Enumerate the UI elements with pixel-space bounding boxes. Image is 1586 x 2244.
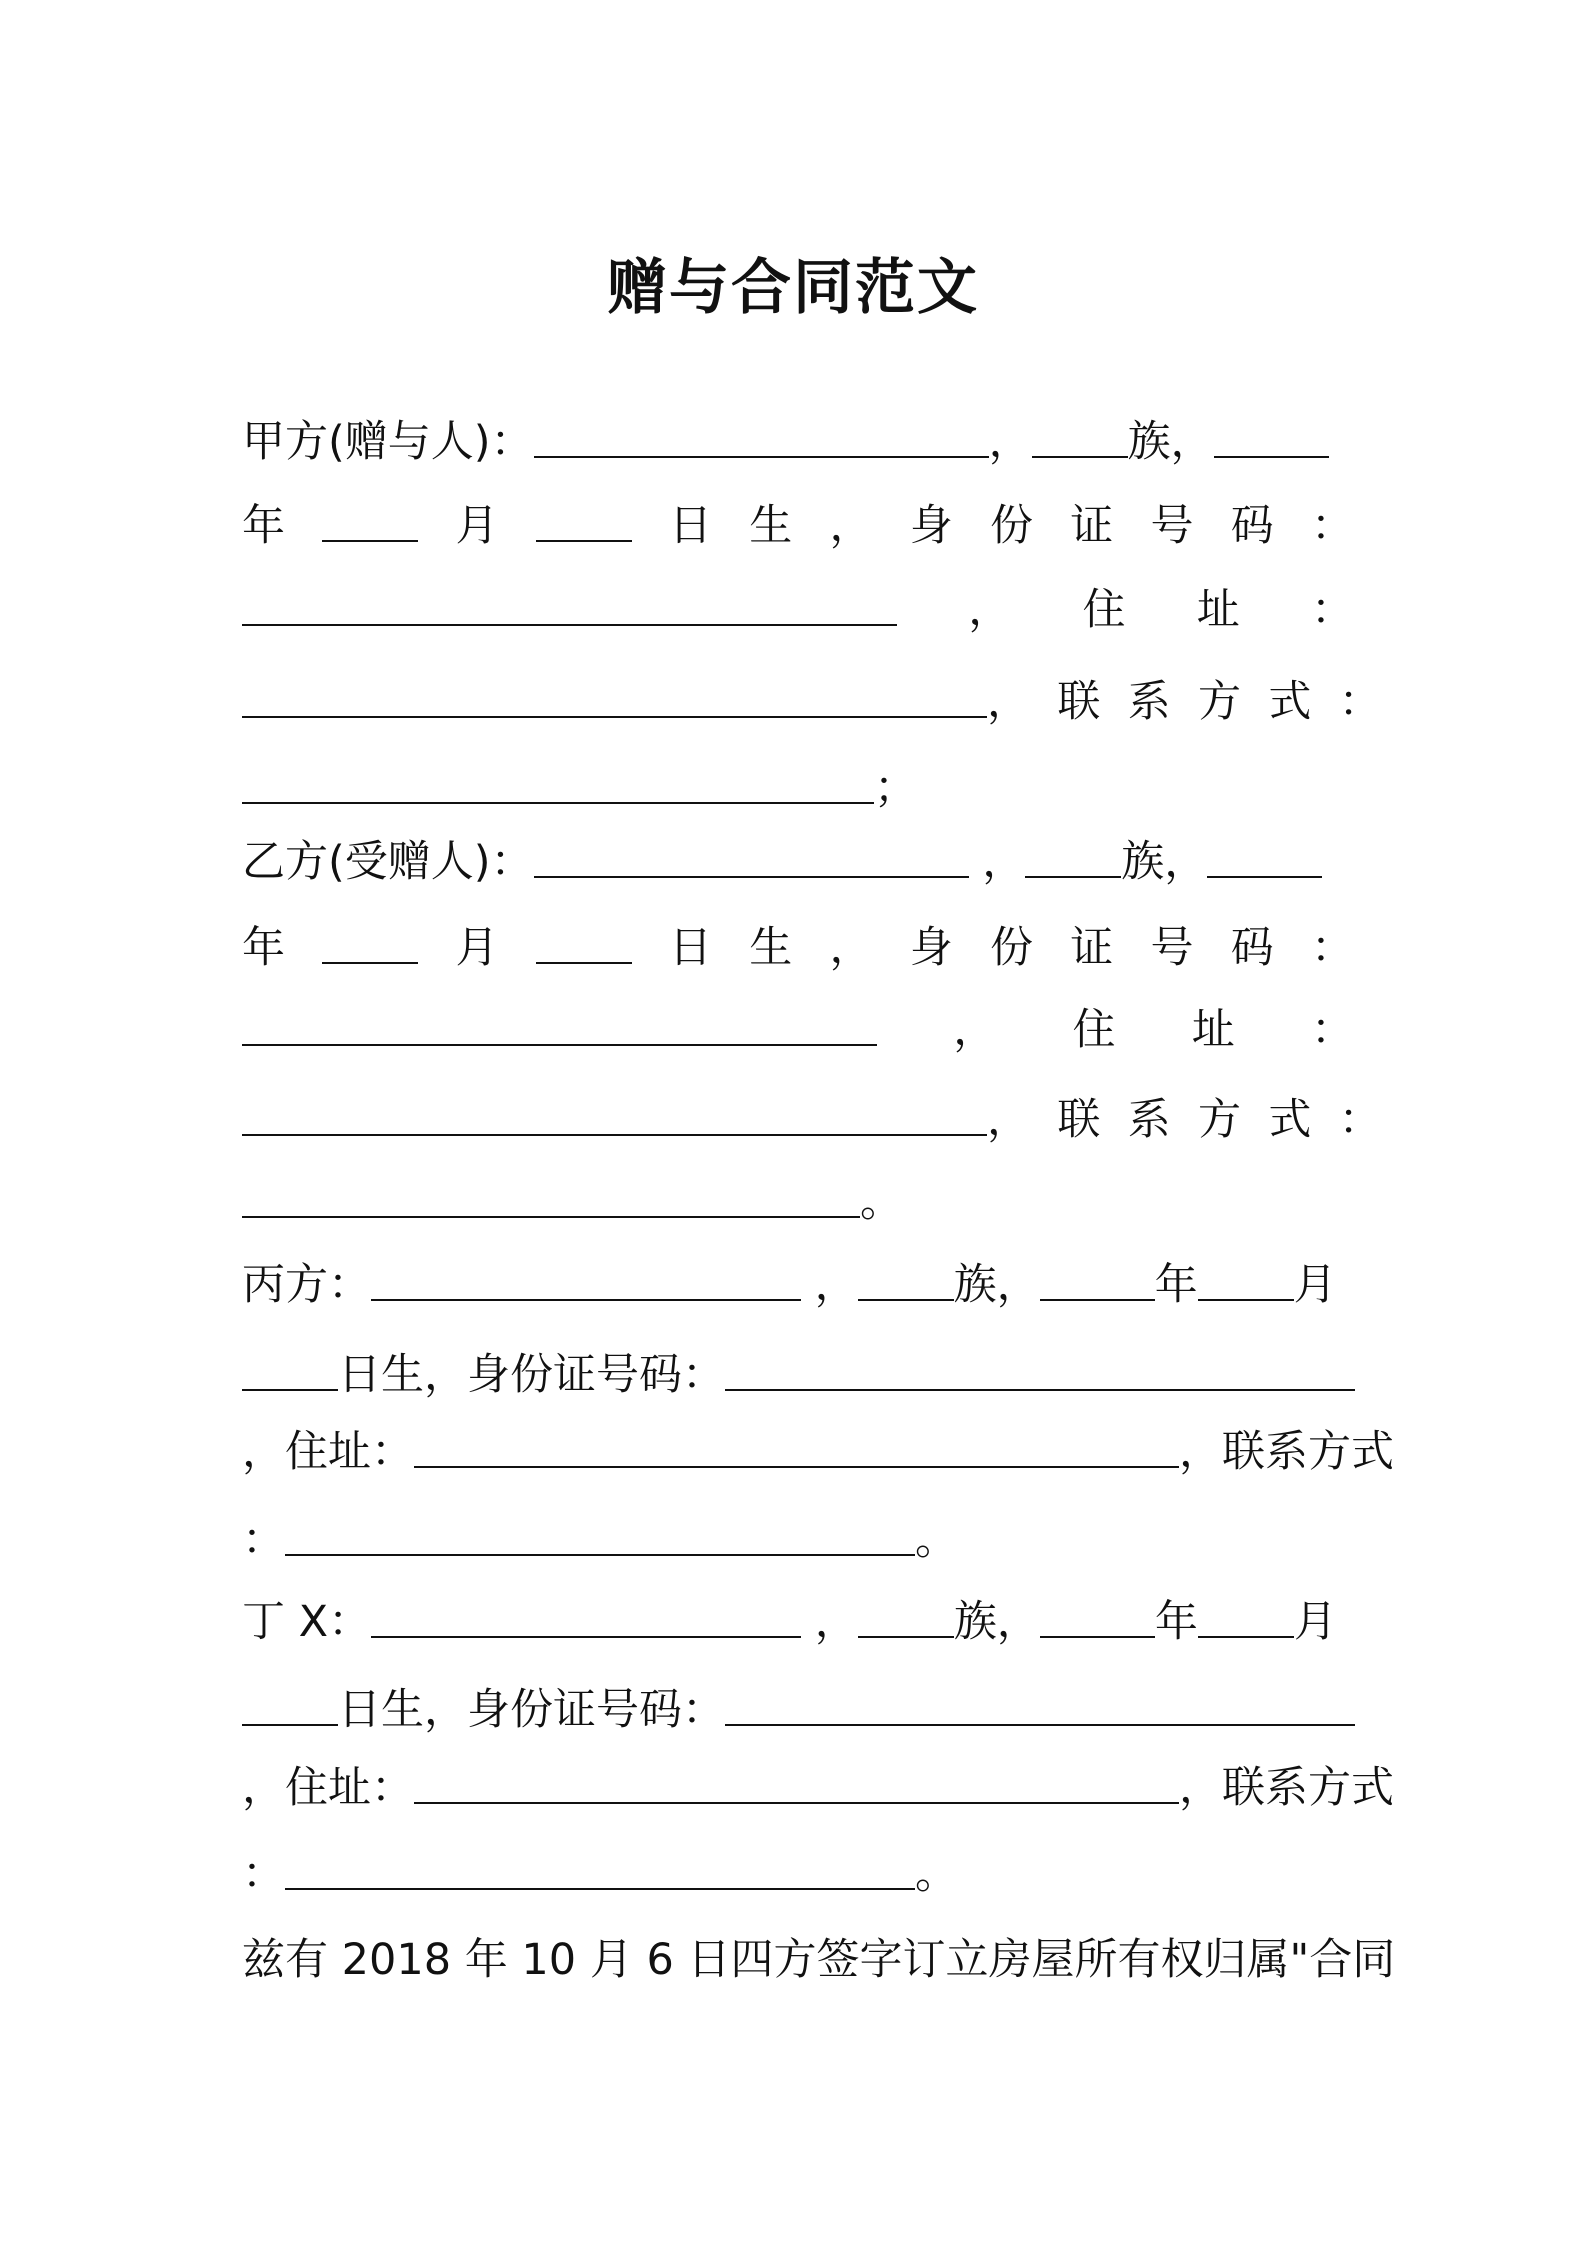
fill-in-blank	[285, 1510, 915, 1556]
document-line	[242, 1000, 1354, 1060]
document-line	[242, 832, 1354, 892]
line-text: ，	[968, 585, 1012, 635]
line-text: 住	[1082, 585, 1126, 635]
line-text: 月	[1293, 1260, 1337, 1310]
fill-in-blank	[1040, 1592, 1155, 1638]
document-line	[242, 1680, 1354, 1740]
line-text: ：	[242, 1849, 285, 1899]
line-text: 身	[909, 923, 953, 973]
line-text: ，	[988, 417, 1032, 467]
fill-in-blank	[371, 1592, 801, 1638]
line-text: ，	[829, 923, 873, 973]
fill-in-blank	[536, 918, 632, 964]
line-text: 身	[909, 501, 953, 551]
line-text: 号	[1150, 501, 1194, 551]
line-text: 日生，身份证号码：	[338, 1685, 725, 1735]
document-line	[242, 1844, 1354, 1904]
line-text: 甲方(赠与人)：	[242, 417, 534, 467]
line-text: 丙方：	[242, 1260, 371, 1310]
fill-in-blank	[536, 496, 632, 542]
line-text: ，	[953, 1005, 997, 1055]
line-text: ， 联 系 方 式 ：	[987, 1095, 1382, 1145]
line-text: 族，	[1127, 417, 1214, 467]
document-line	[242, 1510, 1354, 1570]
line-text: ：	[1311, 1005, 1354, 1055]
fill-in-blank	[534, 832, 969, 878]
fill-in-blank	[242, 1000, 877, 1046]
document-line	[242, 1592, 1354, 1652]
fill-in-blank	[242, 758, 874, 804]
fill-in-blank	[242, 1090, 987, 1136]
line-text: 年	[242, 923, 285, 973]
line-text: 族，	[953, 1260, 1040, 1310]
document-line	[242, 1255, 1354, 1315]
document-line	[242, 758, 1354, 818]
line-text: ，联系方式	[1179, 1763, 1394, 1813]
line-text: 丁 X：	[242, 1597, 372, 1647]
line-text: 。	[860, 1177, 903, 1227]
fill-in-blank	[371, 1255, 801, 1301]
line-text: 份	[990, 501, 1033, 551]
line-text: ，住址：	[242, 1427, 414, 1477]
line-text: ，联系方式	[1179, 1427, 1394, 1477]
fill-in-blank	[322, 496, 418, 542]
line-text: ，	[801, 1597, 858, 1647]
line-text: 年	[242, 501, 285, 551]
line-text: 证	[1070, 501, 1114, 551]
line-text: 生	[749, 501, 793, 551]
line-text: 址	[1196, 585, 1240, 635]
fill-in-blank	[725, 1345, 1355, 1391]
line-text: 兹有 2018 年 10 月 6 日四方签字订立房屋所有权归属"合同	[242, 1935, 1396, 1985]
line-text: ：	[1311, 585, 1354, 635]
line-text: 月	[455, 501, 499, 551]
line-text: 日	[669, 923, 712, 973]
fill-in-blank	[242, 580, 897, 626]
fill-in-blank	[242, 1172, 860, 1218]
line-text: 。	[915, 1849, 958, 1899]
document-line	[242, 1758, 1394, 1818]
document-title: 赠与合同范文	[607, 253, 979, 323]
line-text: 。	[915, 1515, 958, 1565]
fill-in-blank	[242, 1680, 338, 1726]
document-line	[242, 918, 1354, 978]
line-text: 乙方(受赠人)：	[242, 837, 534, 887]
document-line	[242, 1090, 1382, 1150]
fill-in-blank	[725, 1680, 1355, 1726]
fill-in-blank	[534, 412, 989, 458]
fill-in-blank	[242, 1345, 338, 1391]
line-text: 日生，身份证号码：	[338, 1350, 725, 1400]
fill-in-blank	[1040, 1255, 1155, 1301]
document-line	[242, 412, 1354, 472]
line-text: 址	[1191, 1005, 1235, 1055]
document-line	[242, 672, 1382, 732]
fill-in-blank	[1198, 1255, 1294, 1301]
line-text: 月	[1293, 1597, 1337, 1647]
line-text: 码	[1230, 923, 1274, 973]
fill-in-blank	[1032, 412, 1128, 458]
line-text: ，住址：	[242, 1763, 414, 1813]
fill-in-blank	[414, 1758, 1179, 1804]
line-text: 日	[669, 501, 712, 551]
line-text: 族，	[953, 1597, 1040, 1647]
line-text: ，	[801, 1260, 858, 1310]
fill-in-blank	[1207, 832, 1322, 878]
line-text: ：	[242, 1515, 285, 1565]
fill-in-blank	[1198, 1592, 1294, 1638]
document-line	[242, 496, 1354, 556]
line-text: 住	[1072, 1005, 1116, 1055]
line-text: 码	[1230, 501, 1274, 551]
fill-in-blank	[858, 1255, 954, 1301]
fill-in-blank	[242, 672, 987, 718]
fill-in-blank	[1214, 412, 1329, 458]
fill-in-blank	[414, 1422, 1179, 1468]
document-line	[242, 1422, 1394, 1482]
line-text: ，	[829, 501, 873, 551]
line-text: 年	[1154, 1260, 1198, 1310]
line-text: 年	[1154, 1597, 1198, 1647]
line-text: 族，	[1121, 837, 1208, 887]
line-text: 生	[749, 923, 793, 973]
document-line	[242, 1930, 1396, 1990]
line-text: ，	[968, 837, 1026, 887]
fill-in-blank	[322, 918, 418, 964]
line-text: 份	[990, 923, 1033, 973]
line-text: 证	[1070, 923, 1114, 973]
fill-in-blank	[858, 1592, 954, 1638]
fill-in-blank	[285, 1844, 915, 1890]
document-line	[242, 1345, 1354, 1405]
line-text: 号	[1150, 923, 1194, 973]
document-line	[242, 580, 1354, 640]
line-text: 月	[455, 923, 499, 973]
document-line	[242, 1172, 1354, 1232]
fill-in-blank	[1025, 832, 1121, 878]
line-text: ：	[1311, 501, 1354, 551]
line-text: ；	[874, 763, 917, 813]
line-text: ：	[1311, 923, 1354, 973]
line-text: ， 联 系 方 式 ：	[987, 677, 1382, 727]
